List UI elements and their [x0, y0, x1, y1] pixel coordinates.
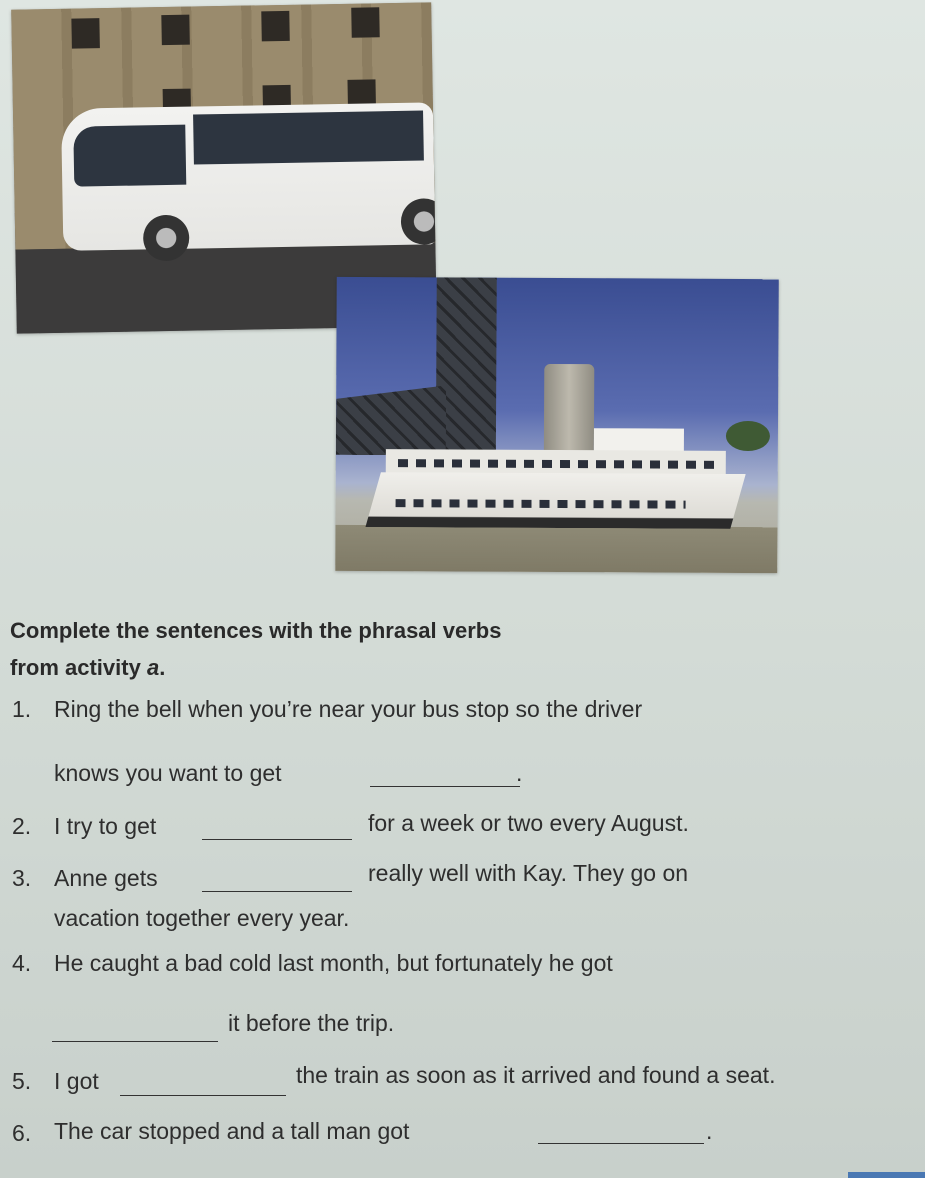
building-window — [351, 7, 380, 37]
exercise-number: 1. — [12, 696, 32, 722]
exercise-text: the train as soon as it arrived and found a seat. — [296, 1062, 776, 1088]
exercise-text: Anne gets — [54, 865, 158, 891]
exercise-text: Ring the bell when you’re near your bus stop so the driver — [54, 696, 643, 722]
exercise-number: 5. — [12, 1068, 32, 1094]
exercise-text: The car stopped and a tall man got — [54, 1118, 410, 1144]
activity-letter: a — [146, 655, 160, 680]
answer-blank[interactable] — [370, 785, 520, 787]
exercise-text: really well with Kay. They go on — [368, 860, 689, 886]
exercise-text: I try to get — [54, 813, 157, 839]
upper-deck-windows — [398, 459, 718, 469]
answer-blank[interactable] — [538, 1142, 704, 1144]
building-window — [161, 15, 190, 45]
instructions-line-1: Complete the sentences with the phrasal verbs — [10, 618, 502, 643]
instructions — [10, 612, 710, 686]
exercise-number: 2. — [12, 813, 32, 839]
bus-side-window — [193, 111, 424, 165]
answer-blank[interactable] — [52, 1040, 218, 1042]
building-window — [71, 18, 100, 48]
lower-deck-windows — [396, 499, 686, 509]
exercise-punctuation: . — [706, 1118, 713, 1144]
tree — [726, 421, 770, 451]
river-water — [335, 525, 777, 573]
exercise-text: for a week or two every August. — [368, 810, 689, 836]
ferry-boat-photo — [335, 277, 779, 573]
white-bus — [61, 102, 435, 250]
answer-blank[interactable] — [120, 1094, 286, 1096]
bus-windshield — [73, 125, 186, 187]
answer-blank[interactable] — [202, 890, 352, 892]
exercise-text: knows you want to get — [54, 760, 282, 786]
answer-blank[interactable] — [202, 838, 352, 840]
building-window — [261, 11, 290, 41]
exercise-number: 4. — [12, 950, 32, 976]
page-edge-bar — [848, 1172, 925, 1178]
exercise-text: it before the trip. — [228, 1010, 395, 1036]
exercise-text: I got — [54, 1068, 99, 1094]
exercise-number: 6. — [12, 1120, 32, 1146]
instructions-line-2: from activity a. — [10, 655, 166, 680]
bus-wheel — [401, 198, 437, 245]
exercise-text: He caught a bad cold last month, but fortunately he got — [54, 950, 613, 976]
exercise-number: 3. — [12, 865, 32, 891]
bridge-span — [336, 385, 446, 456]
exercise-punctuation: . — [516, 760, 523, 786]
exercise-text: vacation together every year. — [54, 905, 350, 931]
